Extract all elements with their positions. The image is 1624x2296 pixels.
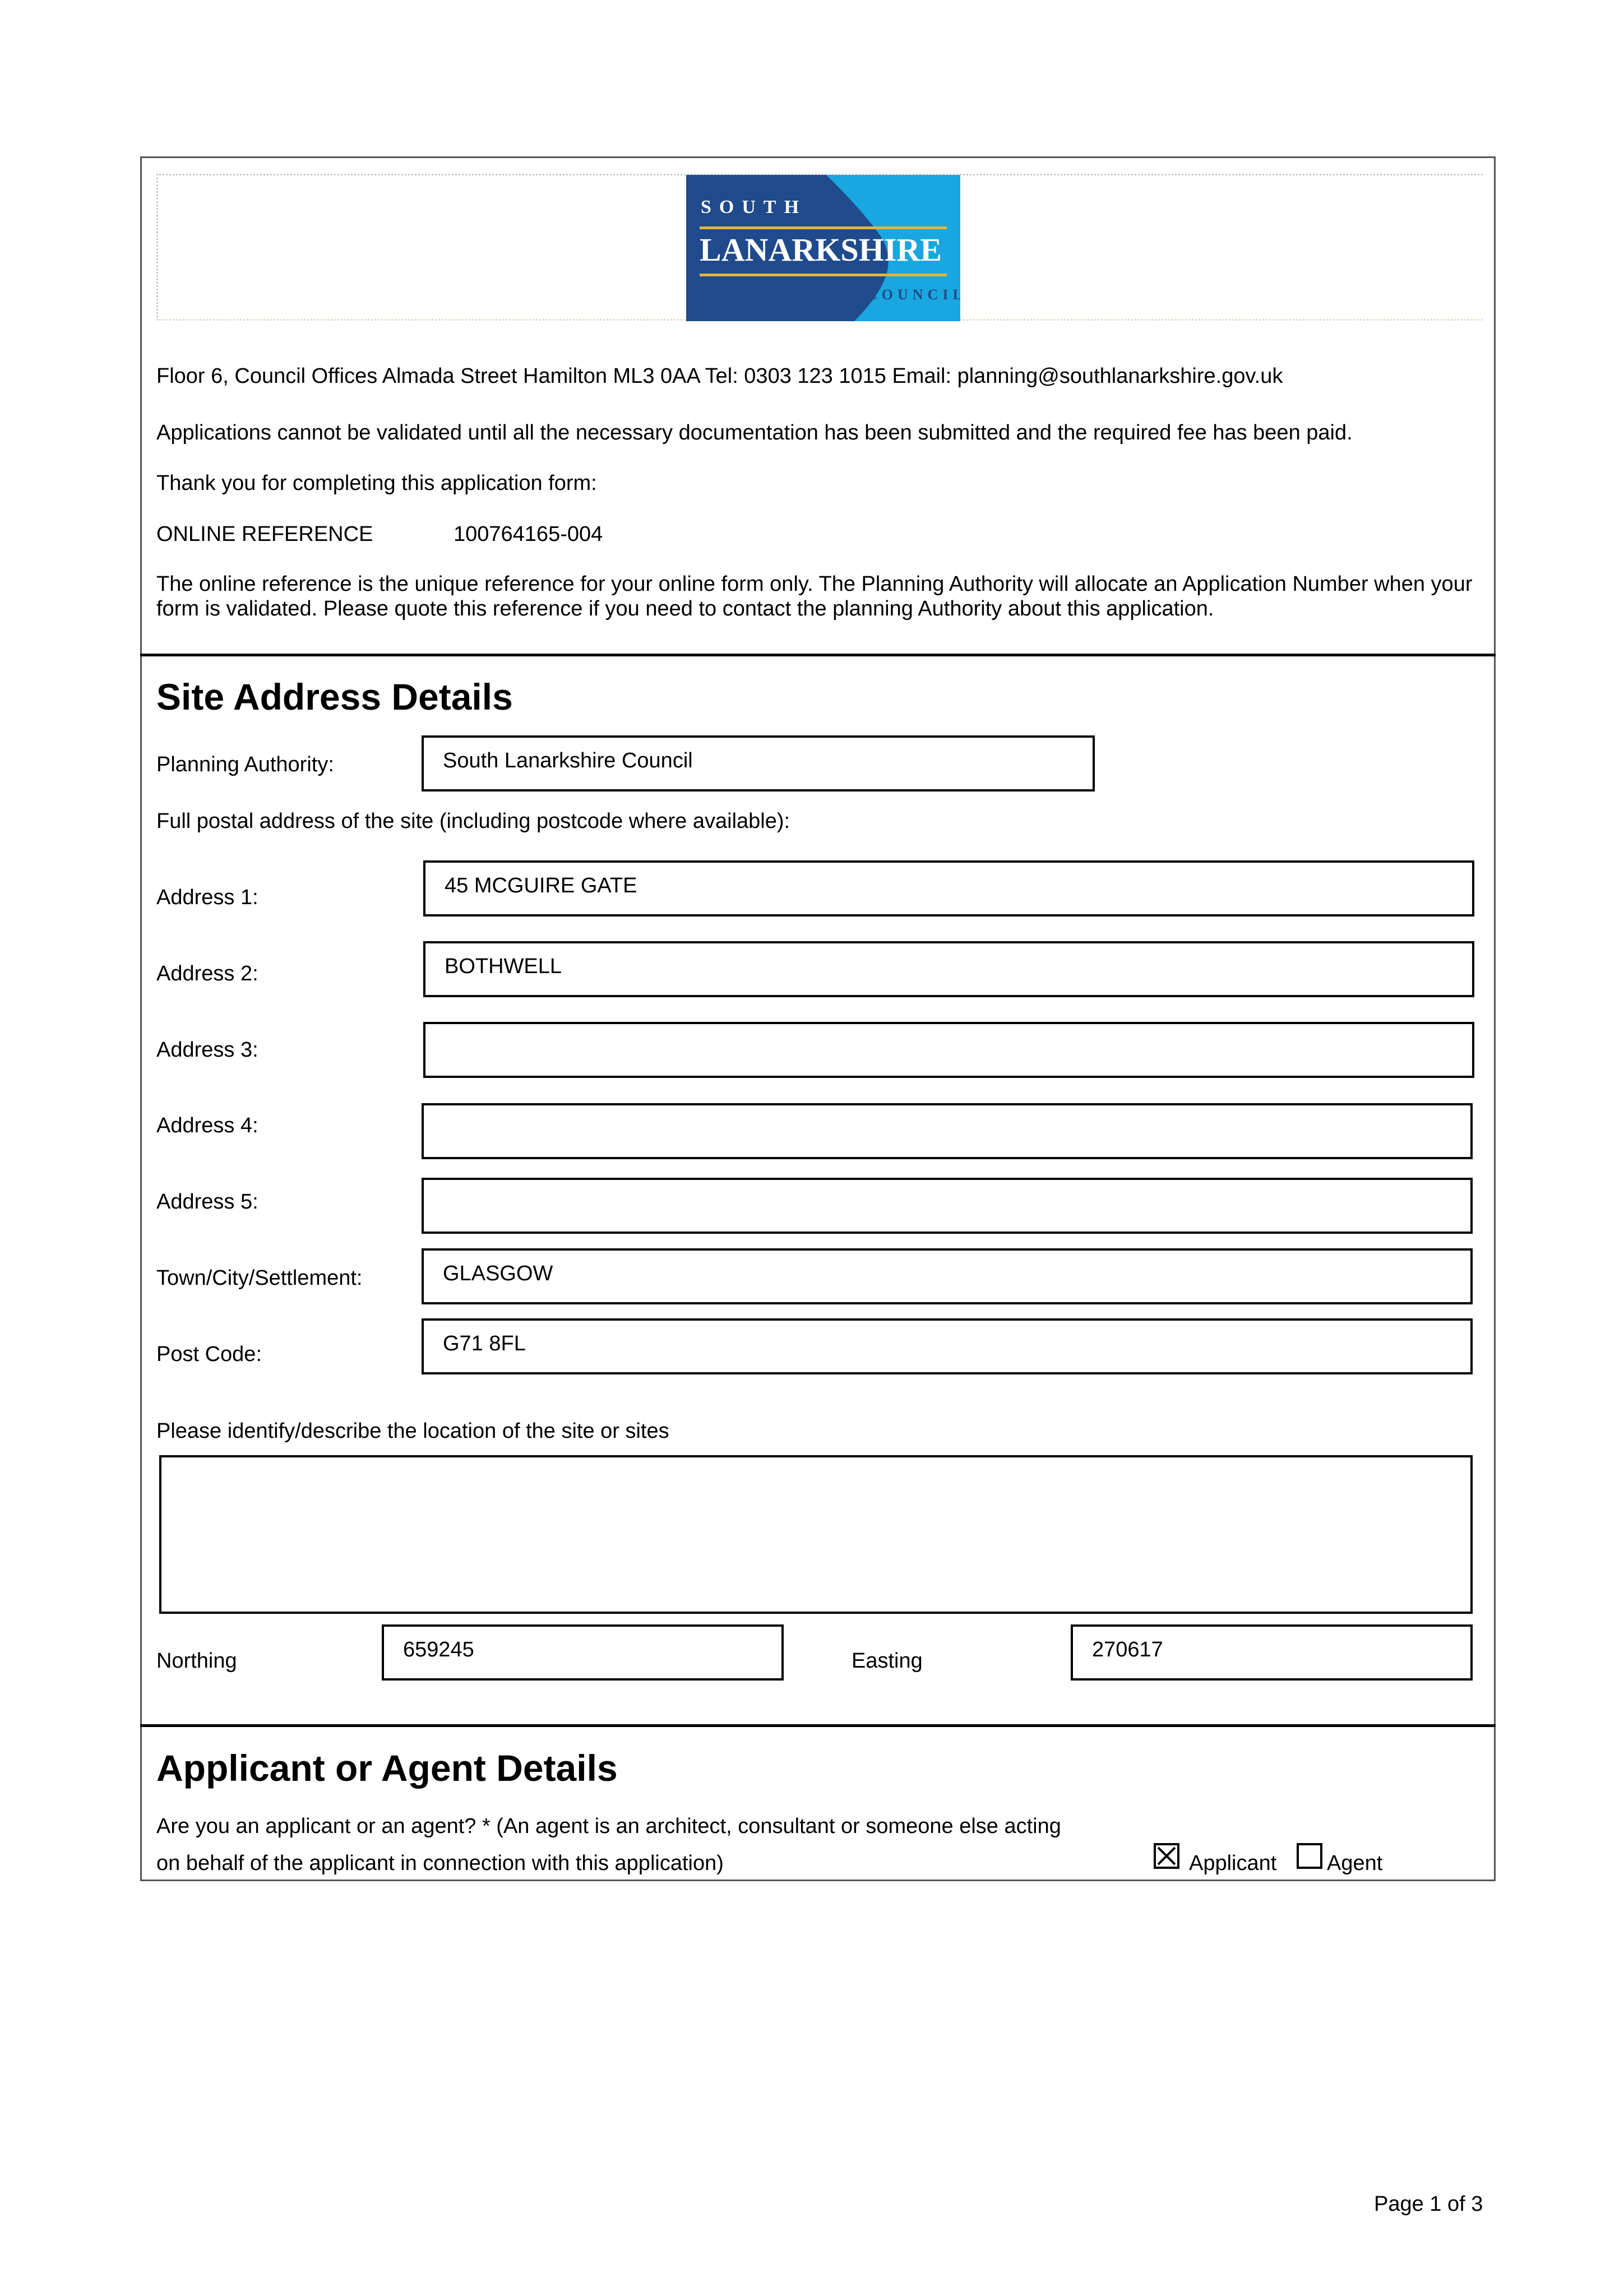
address5-label: Address 5: <box>156 1190 258 1214</box>
address2-field[interactable]: BOTHWELL <box>423 941 1474 997</box>
validation-note: Applications cannot be validated until all the necessary documentation has been submitted and the required fee has been paid. <box>156 421 1353 445</box>
applicant-option-label: Applicant <box>1189 1851 1277 1875</box>
logo-text-council: COUNCIL <box>867 286 960 303</box>
applicant-title: Applicant or Agent Details <box>156 1747 618 1789</box>
postcode-field[interactable]: G71 8FL <box>422 1318 1473 1374</box>
location-prompt: Please identify/describe the location of the site or sites <box>156 1419 669 1443</box>
address4-label: Address 4: <box>156 1114 258 1137</box>
agent-checkbox[interactable] <box>1297 1843 1322 1869</box>
agent-option-label: Agent <box>1327 1851 1383 1875</box>
northing-label: Northing <box>156 1649 237 1673</box>
logo-text-south: SOUTH <box>701 197 807 217</box>
contact-line: Floor 6, Council Offices Almada Street Hamilton ML3 0AA Tel: 0303 123 1015 Email: planning@southlanarkshire.gov.uk <box>156 364 1283 388</box>
town-label: Town/City/Settlement: <box>156 1266 363 1290</box>
site-address-title: Site Address Details <box>156 676 513 718</box>
checked-x-icon <box>1156 1845 1177 1867</box>
online-reference-label: ONLINE REFERENCE <box>156 522 373 546</box>
section-divider <box>140 1724 1496 1727</box>
easting-field[interactable]: 270617 <box>1071 1624 1473 1681</box>
council-logo-graphic <box>686 175 960 321</box>
planning-authority-field[interactable]: South Lanarkshire Council <box>422 735 1095 791</box>
council-logo <box>686 175 960 321</box>
northing-field[interactable]: 659245 <box>382 1624 784 1681</box>
address1-field[interactable]: 45 MCGUIRE GATE <box>423 860 1474 916</box>
address3-field[interactable] <box>423 1022 1474 1078</box>
applicant-question-line2: on behalf of the applicant in connection with this application) <box>156 1851 724 1875</box>
page-number: Page 1 of 3 <box>1374 2192 1483 2216</box>
easting-label: Easting <box>852 1649 923 1673</box>
full-address-prompt: Full postal address of the site (including postcode where available): <box>156 809 790 833</box>
applicant-question-line1: Are you an applicant or an agent? * (An agent is an architect, consultant or someone else acting <box>156 1814 1061 1838</box>
logo-text-lanarkshire: LANARKSHIRE <box>700 232 945 268</box>
address5-field[interactable] <box>422 1178 1473 1234</box>
thanks-text: Thank you for completing this application form: <box>156 471 597 495</box>
form-frame <box>140 156 1496 1881</box>
applicant-checkbox[interactable] <box>1154 1843 1179 1869</box>
address1-label: Address 1: <box>156 886 258 909</box>
online-reference-value: 100764165-004 <box>454 522 603 546</box>
location-textarea[interactable] <box>159 1455 1473 1614</box>
section-divider <box>140 654 1496 656</box>
address3-label: Address 3: <box>156 1038 258 1062</box>
planning-authority-label: Planning Authority: <box>156 753 334 776</box>
postcode-label: Post Code: <box>156 1343 262 1366</box>
reference-note: The online reference is the unique reference for your online form only. The Planning Authority will allocate an Application Number when your form is validated. Please quote this reference if you need to contact the planning Authority about this application. <box>156 572 1473 621</box>
address2-label: Address 2: <box>156 962 258 985</box>
town-field[interactable]: GLASGOW <box>422 1248 1473 1304</box>
address4-field[interactable] <box>422 1103 1473 1159</box>
